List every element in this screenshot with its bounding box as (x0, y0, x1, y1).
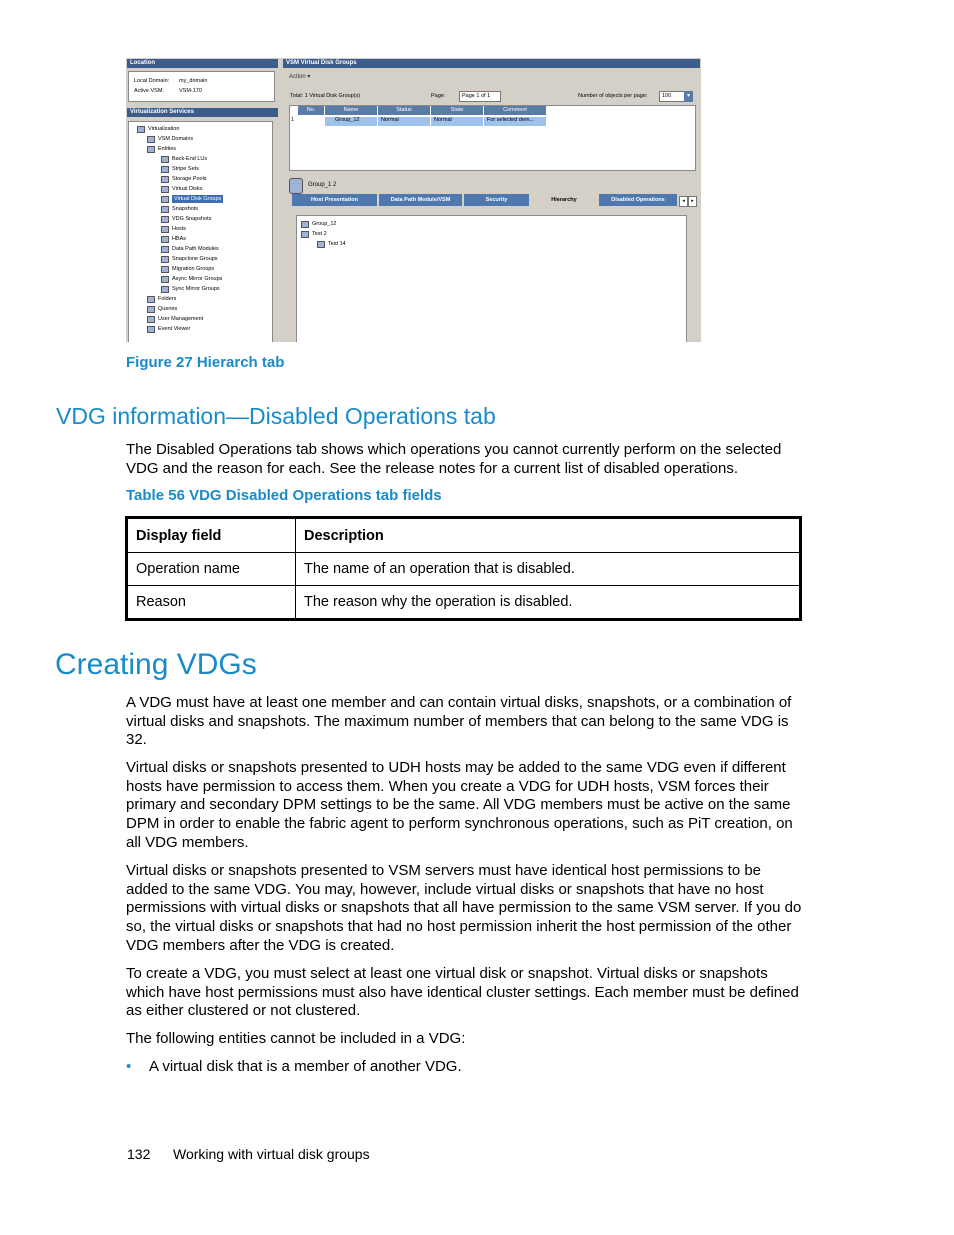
cell-field: Operation name (127, 553, 296, 586)
paragraph-3: Virtual disks or snapshots presented to VSM servers must have identical host permissions to be added to the same VDG. You may, however, include virtual disks or snapshots that have no host permissions with virtual disks or snapshots that all have permission to the same VSM server. If you do so, the virtual disks or snapshots that had no host permission inherit the host permission of the other VDG members after the VDG is created. (126, 862, 802, 954)
cell-field: Reason (127, 586, 296, 620)
node-icon (161, 286, 169, 293)
cell-description: The name of an operation that is disabled. (296, 553, 801, 586)
local-domain-value: my_domain (179, 78, 208, 84)
section-intro: The Disabled Operations tab shows which operations you cannot currently perform on the selected VDG and the reason for each. See the release notes for a current list of disabled operations. (126, 441, 782, 477)
node-icon (161, 276, 169, 283)
hier-item-group[interactable]: Group_12 (301, 220, 336, 228)
tree-item-vsm-domains[interactable]: VSM Domains (147, 135, 193, 143)
action-menu[interactable]: Action ▾ (289, 74, 311, 80)
tree-item-storage-pools[interactable]: Storage Pools (161, 175, 207, 183)
footer-chapter: Working with virtual disk groups (173, 1146, 370, 1162)
main-panel-title: VSM Virtual Disk Groups (283, 59, 700, 68)
node-icon (147, 326, 155, 333)
section-heading: VDG information—Disabled Operations tab (56, 403, 496, 429)
grid-header-name[interactable]: Name (325, 106, 378, 115)
node-icon (161, 206, 169, 213)
tree-item-queries[interactable]: Queries (147, 305, 177, 313)
objects-per-page-label: Number of objects per page: (578, 93, 648, 99)
tree-item-entities[interactable]: Entities (147, 145, 176, 153)
node-icon (161, 266, 169, 273)
hierarchy-tree (296, 215, 687, 342)
paragraph-5: The following entities cannot be included in a VDG: (126, 1030, 466, 1047)
page-label: Page: (431, 93, 446, 99)
node-icon (147, 306, 155, 313)
node-icon (147, 136, 155, 143)
node-icon (161, 226, 169, 233)
page-select[interactable]: Page 1 of 1 (459, 91, 501, 102)
grid-header-state[interactable]: State (431, 106, 484, 115)
group-icon (301, 221, 309, 228)
node-icon (161, 186, 169, 193)
tree-item-async-mirror-groups[interactable]: Async Mirror Groups (161, 275, 222, 283)
chapter-heading: Creating VDGs (55, 648, 257, 681)
tree-item-folders[interactable]: Folders (147, 295, 176, 303)
hier-item-test2[interactable]: Test 2 (301, 230, 327, 238)
group-icon (289, 178, 303, 194)
local-domain-label: Local Domain: (134, 78, 170, 84)
vdg-grid (289, 105, 696, 171)
tree-item-event-viewer[interactable]: Event Viewer (147, 325, 190, 333)
node-icon (161, 246, 169, 253)
tree-item-back-end-lus[interactable]: Back-End LUs (161, 155, 207, 163)
figure-caption: Figure 27 Hierarch tab (126, 354, 285, 371)
tab-disabled-operations[interactable]: Disabled Operations (599, 194, 677, 206)
node-icon (137, 126, 145, 133)
bullet-text: A virtual disk that is a member of another VDG. (149, 1058, 462, 1075)
grid-header-status[interactable]: Status (378, 106, 431, 115)
table-caption: Table 56 VDG Disabled Operations tab fields (126, 487, 442, 504)
tree-item-hbas[interactable]: HBAs (161, 235, 186, 243)
paragraph-1: A VDG must have at least one member and can contain virtual disks, snapshots, or a combination of virtual disks and snapshots. The maximum number of members that can belong to the same VDG is 32. (126, 694, 792, 749)
objects-per-page-select[interactable]: 100 (659, 91, 687, 102)
table-header-row (127, 518, 801, 553)
table-row (127, 553, 801, 586)
table-row (127, 586, 801, 620)
tree-item-migration-groups[interactable]: Migration Groups (161, 265, 214, 273)
tree-item-snapclone-groups[interactable]: Snapclone Groups (161, 255, 218, 263)
node-icon (161, 166, 169, 173)
tree-item-virtual-disk-groups[interactable]: Virtual Disk Groups (161, 195, 223, 203)
cell-description: The reason why the operation is disabled. (296, 586, 801, 620)
tab-security[interactable]: Security (464, 194, 529, 206)
group-name: Group_1 2 (308, 182, 337, 188)
chevron-left-icon[interactable]: ◂ (679, 196, 688, 207)
hier-item-test14[interactable]: Test 14 (317, 240, 346, 248)
chevron-right-icon[interactable]: ▸ (688, 196, 697, 207)
header-description: Description (296, 518, 801, 553)
tree-item-user-management[interactable]: User Management (147, 315, 203, 323)
node-icon (161, 196, 169, 203)
total-text: Total: 1 Virtual Disk Group(s) (290, 93, 361, 99)
tree-item-stripe-sets[interactable]: Stripe Sets (161, 165, 199, 173)
active-vsm-value: VSM-170 (179, 88, 202, 94)
tree-item-snapshots[interactable]: Snapshots (161, 205, 198, 213)
grid-header-no[interactable]: No. (298, 106, 325, 115)
active-vsm-label: Active VSM: (134, 88, 164, 94)
table-row[interactable]: 1 Group_12 Normal Normal For selected dem... (290, 117, 548, 126)
node-icon (161, 176, 169, 183)
services-tree (128, 121, 273, 342)
tab-data-path-module[interactable]: Data Path Module/VSM (379, 194, 462, 206)
paragraph-4: To create a VDG, you must select at least one virtual disk or snapshot. Virtual disks or snapshots which have host permissions must also have identical cluster settings. Each member must be defined as either clustered or not clustered. (126, 965, 799, 1020)
node-icon (161, 156, 169, 163)
tree-item-data-path-modules[interactable]: Data Path Modules (161, 245, 219, 253)
location-panel (128, 71, 275, 102)
tree-item-hosts[interactable]: Hosts (161, 225, 186, 233)
node-icon (161, 216, 169, 223)
node-icon (147, 146, 155, 153)
fields-table (125, 516, 802, 621)
screenshot-figure (126, 58, 701, 342)
location-panel-title: Location (127, 59, 278, 68)
snapshot-icon (317, 241, 325, 248)
bullet-icon: • (126, 1058, 132, 1075)
header-display-field: Display field (127, 518, 296, 553)
detail-tabs (289, 194, 694, 206)
tree-item-virtual-disks[interactable]: Virtual Disks (161, 185, 202, 193)
node-icon (147, 316, 155, 323)
paragraph-2: Virtual disks or snapshots presented to UDH hosts may be added to the same VDG even if different hosts have permission to access them. When you create a VDG for UDH hosts, VSM forces their primary and secondary DPM settings to be the same. All VDG members must be active on the same DPM in order to enable the fabric agent to perform synchronous operations, such as PiT creation, on all VDG members. (126, 759, 793, 851)
tree-item-vdg-snapshots[interactable]: VDG Snapshots (161, 215, 211, 223)
tab-host-presentation[interactable]: Host Presentation (292, 194, 377, 206)
node-icon (147, 296, 155, 303)
tab-hierarchy[interactable]: Hierarchy (531, 194, 597, 206)
node-icon (161, 256, 169, 263)
node-icon (161, 236, 169, 243)
tree-item-virtualization[interactable]: Virtualization (137, 125, 179, 133)
grid-header-comment[interactable]: Comment (484, 106, 547, 115)
services-panel-title: Virtualization Services (127, 108, 278, 117)
list-item (126, 1058, 131, 1077)
chevron-down-icon[interactable]: ▾ (684, 91, 693, 102)
page-number: 132 (127, 1146, 151, 1162)
disk-icon (301, 231, 309, 238)
tree-item-sync-mirror-groups[interactable]: Sync Mirror Groups (161, 285, 220, 293)
